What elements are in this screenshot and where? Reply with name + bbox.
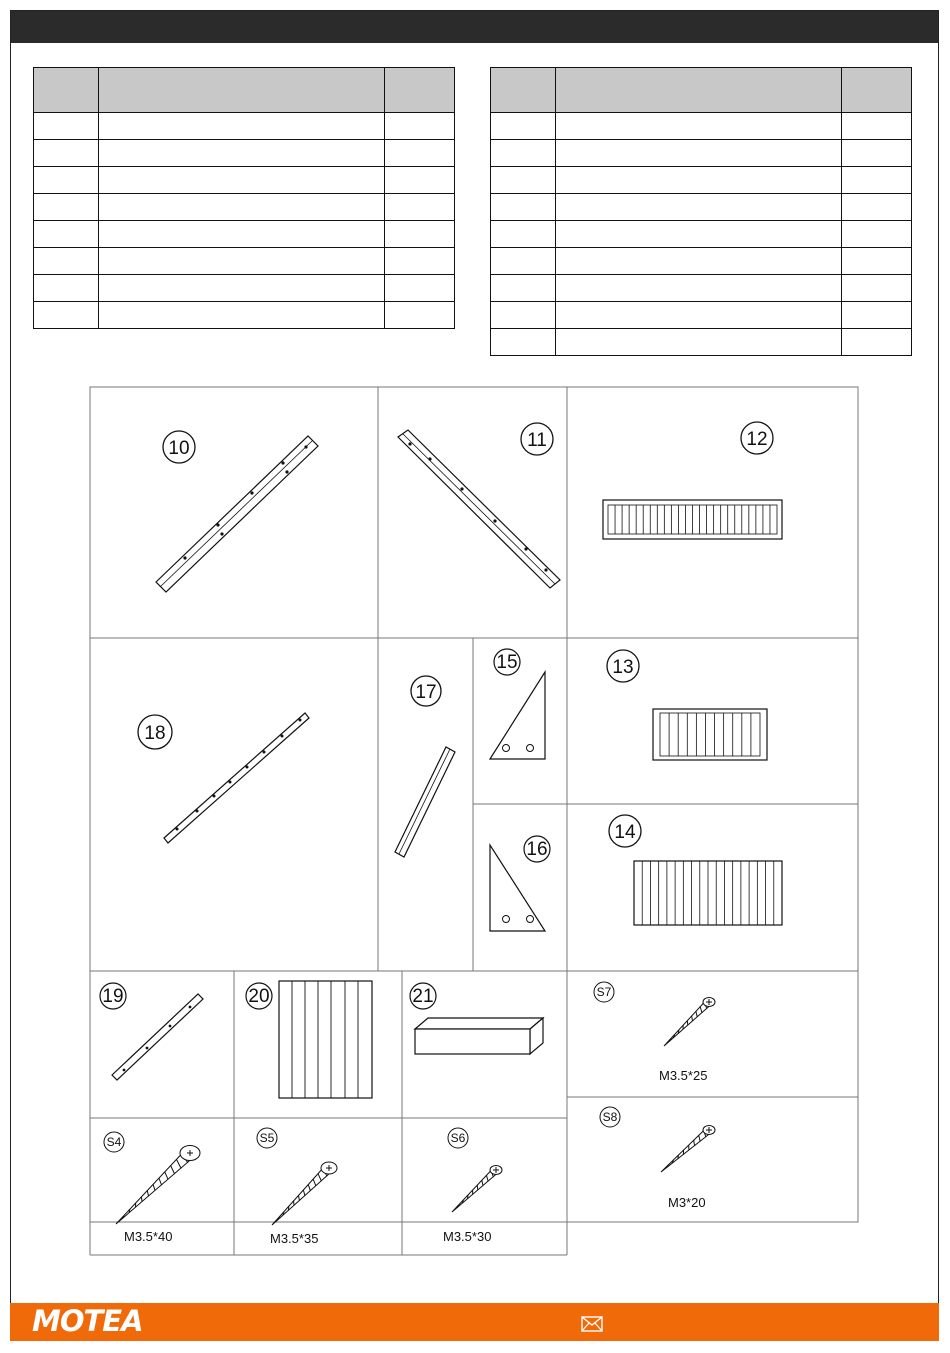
part-14 — [609, 815, 782, 925]
screw-s6-size: M3.5*30 — [443, 1229, 492, 1244]
part-11 — [398, 423, 560, 588]
part-15 — [490, 649, 545, 759]
part-20 — [246, 981, 372, 1098]
part-19 — [100, 983, 203, 1080]
part-18 — [138, 713, 309, 843]
part-13-label: 13 — [612, 657, 634, 678]
part-10 — [156, 431, 318, 592]
part-15-label: 15 — [496, 652, 518, 673]
screw-s4 — [104, 1132, 172, 1244]
mail-icon[interactable] — [581, 1316, 603, 1332]
part-17-label: 17 — [415, 682, 437, 703]
screw-s4-size: M3.5*40 — [124, 1229, 173, 1244]
part-18-label: 18 — [144, 723, 166, 744]
screw-s8-size: M3*20 — [668, 1195, 706, 1210]
part-17 — [395, 676, 455, 857]
part-13 — [607, 650, 767, 760]
screw-s5-size: M3.5*35 — [270, 1231, 319, 1246]
part-19-label: 19 — [102, 986, 124, 1007]
part-11-label: 11 — [527, 430, 547, 451]
post-17-icon — [395, 747, 455, 857]
screw-s5-label: S5 — [259, 1131, 275, 1145]
brand-logo: MOTEA — [32, 1304, 143, 1338]
screw-s7 — [594, 982, 707, 1083]
screw-s4-label: S4 — [106, 1135, 122, 1149]
part-16-label: 16 — [526, 839, 548, 860]
screw-s8 — [600, 1107, 706, 1210]
rail-18-icon — [164, 713, 309, 843]
panel-13-icon — [653, 709, 767, 760]
part-12-label: 12 — [746, 429, 768, 450]
part-21 — [410, 983, 543, 1054]
box-21-icon — [415, 1018, 543, 1054]
part-12 — [603, 422, 782, 539]
part-16 — [490, 836, 550, 931]
screw-s6-label: S6 — [450, 1131, 466, 1145]
part-20-label: 20 — [248, 986, 270, 1007]
footer-bar — [10, 1303, 939, 1341]
part-14-label: 14 — [614, 822, 636, 843]
part-21-label: 21 — [412, 986, 434, 1007]
screw-s7-label: S7 — [596, 985, 612, 999]
part-10-label: 10 — [168, 438, 190, 459]
bracket-15-icon — [490, 672, 545, 759]
screw-s6 — [443, 1128, 491, 1244]
screw-s7-size: M3.5*25 — [659, 1068, 708, 1083]
screw-s8-label: S8 — [602, 1110, 618, 1124]
